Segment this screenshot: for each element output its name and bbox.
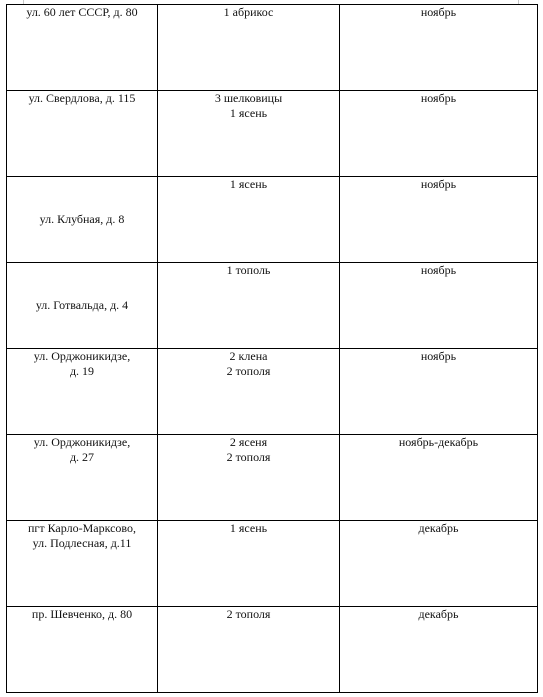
period-cell (340, 5, 538, 91)
address-line: ул. Орджоникидзе, (33, 349, 131, 363)
tree-line: 1 тополь (226, 263, 271, 277)
address-line: д. 19 (69, 364, 95, 378)
tree-line: 1 абрикос (223, 5, 274, 19)
address-line: пр. Шевченко, д. 80 (31, 607, 133, 621)
tree-removal-table (6, 4, 538, 693)
period-text: ноябрь (420, 5, 457, 19)
tree-line: 2 тополя (226, 450, 271, 464)
address-cell (7, 521, 158, 607)
period-text: ноябрь-декабрь (398, 435, 479, 449)
trees-cell (158, 521, 340, 607)
tree-line: 2 ясеня (229, 435, 268, 449)
trees-cell (158, 435, 340, 521)
period-text: ноябрь (420, 263, 457, 277)
period-text: ноябрь (420, 349, 457, 363)
address-line: ул. Подлесная, д.11 (32, 536, 132, 550)
tree-line: 1 ясень (229, 521, 268, 535)
table-row (7, 177, 538, 263)
address-line: ул. 60 лет СССР, д. 80 (26, 5, 138, 19)
period-cell (340, 177, 538, 263)
address-cell (7, 177, 158, 263)
period-text: ноябрь (420, 91, 457, 105)
address-line: д. 27 (69, 450, 95, 464)
period-cell (340, 263, 538, 349)
trees-cell (158, 177, 340, 263)
address-cell (7, 435, 158, 521)
table-body (7, 5, 538, 693)
trees-cell (158, 5, 340, 91)
address-cell (7, 349, 158, 435)
trees-cell (158, 607, 340, 693)
table-row (7, 521, 538, 607)
tree-line: 1 ясень (229, 106, 268, 120)
address-line: ул. Свердлова, д. 115 (28, 91, 136, 105)
table-row (7, 607, 538, 693)
address-cell (7, 607, 158, 693)
address-cell (7, 91, 158, 177)
address-line: пгт Карло-Марксово, (27, 521, 137, 535)
address-line: ул. Орджоникидзе, (33, 435, 131, 449)
table-row (7, 263, 538, 349)
tree-line: 2 тополя (226, 364, 271, 378)
period-cell (340, 91, 538, 177)
trees-cell (158, 349, 340, 435)
period-cell (340, 607, 538, 693)
period-cell (340, 349, 538, 435)
table-row (7, 349, 538, 435)
period-cell (340, 435, 538, 521)
period-text: ноябрь (420, 177, 457, 191)
tree-line: 2 тополя (226, 607, 271, 621)
tree-line: 3 шелковицы (214, 91, 283, 105)
address-line: ул. Клубная, д. 8 (39, 212, 125, 226)
address-cell (7, 263, 158, 349)
tree-line: 1 ясень (229, 177, 268, 191)
address-line: ул. Готвальда, д. 4 (35, 298, 129, 312)
tree-line: 2 клена (229, 349, 268, 363)
table-row (7, 435, 538, 521)
period-text: декабрь (418, 607, 459, 621)
table-row (7, 91, 538, 177)
trees-cell (158, 263, 340, 349)
table-row (7, 5, 538, 91)
trees-cell (158, 91, 340, 177)
address-cell (7, 5, 158, 91)
period-text: декабрь (418, 521, 459, 535)
period-cell (340, 521, 538, 607)
